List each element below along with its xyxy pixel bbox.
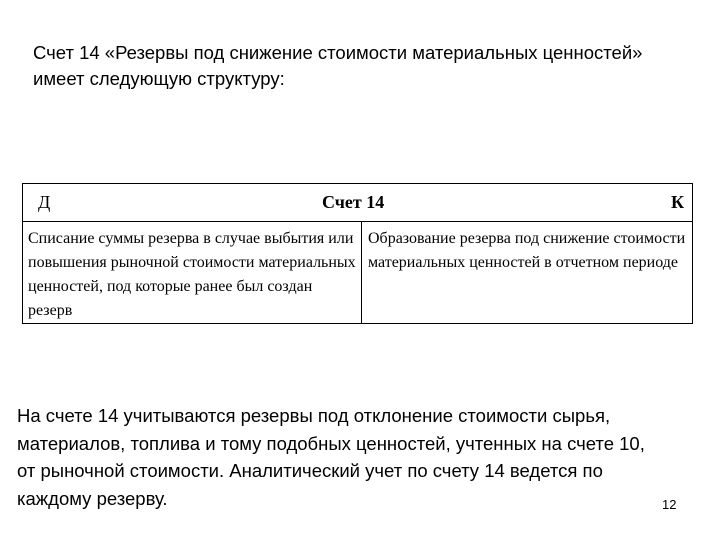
credit-label: К bbox=[670, 192, 684, 212]
page-number: 12 bbox=[662, 497, 677, 512]
debit-cell: Списание суммы резерва в случае выбытия или повышения рыночной стоимости материальных ценностей, под которые ранее был создан резерв bbox=[28, 230, 356, 319]
slide-title: Счет 14 «Резервы под снижение стоимости материальных ценностей» имеет следующую структуру: bbox=[33, 42, 643, 89]
debit-label: Д bbox=[38, 192, 51, 212]
table-header bbox=[23, 184, 692, 222]
column-divider bbox=[361, 222, 362, 323]
credit-cell: Образование резерва под снижение стоимости материальных ценностей в отчетном периоде bbox=[368, 230, 686, 271]
body-paragraph: На счете 14 учитываются резервы под отклонение стоимости сырья, материалов, топлива и тому подобных ценностей, учтенных на счете 10, от рыночной стоимости. Аналитический учет по счету 14 ведется по каждому резерву. bbox=[17, 405, 645, 509]
account-label: Счет 14 bbox=[322, 192, 385, 212]
account-t-table bbox=[22, 183, 693, 324]
